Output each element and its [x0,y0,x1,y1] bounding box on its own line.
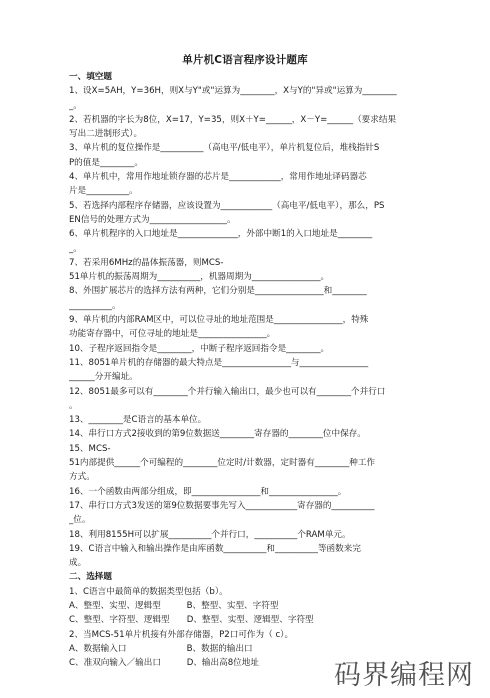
question-line: 3、单片机的复位操作是__________（高电平/低电平），单片机复位后，堆栈指针S [69,143,380,154]
question-line: 。 [69,400,78,411]
question-line: 15、MCS- [69,443,111,454]
question-line: 5、若选择内部程序存储器，应该设置为____________（高电平/低电平），那么，PS [69,200,385,211]
question-line: 51内部提供______个可编程的________位定时/计数器，定时器有________种工作 [69,458,376,469]
question-line: 1、C语言中最简单的数据类型包括（b）。 [69,586,228,597]
question-line: 13、________是C语言的基本单位。 [69,415,207,426]
question-line: 方式。 [69,472,95,483]
question-line: 17、串行口方式3发送的第9位数据要事先写入____________寄存器的__________ [69,500,375,511]
question-line: 6、单片机程序的入口地址是______________，外部中断1的入口地址是________ [69,229,373,240]
question-line: 51单片机的振荡周期为__________，机器周期为________________。 [69,272,330,283]
question-line: EN信号的处理方式为__________________。 [69,214,236,225]
question-line: ______分开编址。 [69,372,138,383]
question-line: 10、子程序返回指令是________，中断子程序返回指令是________。 [69,343,330,354]
question-line: 8、外围扩展芯片的选择方法有两种，它们分别是________________和________ [69,286,367,297]
question-line: C、整型、字符型、逻辑型 D、整型、实型、逻辑型、字符型 [69,615,314,626]
document-title: 单片机C语言程序设计题库 [182,54,308,66]
question-line: A、整型、实型、逻辑型 B、整型、实型、字符型 [69,600,279,611]
question-line: 12、8051最多可以有________个并行输入输出口，最少也可以有________个并行口 [69,386,386,397]
section-heading: 一、填空题 [69,72,112,82]
question-line: 功能寄存器中，可位寻址的地址是________________。 [69,329,276,340]
site-watermark: 码界编程网 [334,660,474,691]
question-line: 14、串行口方式2接收到的第9位数据送________寄存器的________位中保存。 [69,429,366,440]
question-line: 4、单片机中，常用作地址锁存器的芯片是____________，常用作地址译码器芯 [69,172,367,183]
question-line: 2、若机器的字长为8位，X=17，Y=35，则X＋Y=______，X－Y=______（要求结果 [69,114,397,125]
document-body [69,70,421,670]
question-line: 片是__________。 [69,186,138,197]
question-line: _。 [69,100,82,111]
question-line: 18、利用8155H可以扩展__________个并行口，__________个RAM单元。 [69,529,351,540]
question-line: C、准双向输入／输出口 D、输出高8位地址 [69,658,259,669]
question-line: 1、设X=5AH，Y=36H，则X与Y"或"运算为________，X与Y的"异或"运算为________ [69,86,397,97]
question-line: 11、8051单片机的存储器的最大特点是________________与________________ [69,357,369,368]
question-line: __________。 [69,300,121,311]
section-heading: 二、选择题 [69,572,112,583]
question-line: 7、若采用6MHz的晶体振荡器，则MCS- [69,257,224,268]
question-line: 16、一个函数由两部分组成，即________________和________________。 [69,486,347,497]
question-line: _位。 [69,515,91,526]
question-line: 19、C语言中输入和输出操作是由库函数__________和__________等函数来完 [69,543,361,554]
question-line: 2、当MCS-51单片机接有外部存储器，P2口可作为（ c）。 [69,629,294,640]
question-line: 写出二进制形式）。 [69,129,143,140]
question-line: P的值是________。 [69,157,143,168]
question-line: _。 [69,243,82,254]
question-line: 9、单片机的内部RAM区中，可以位寻址的地址范围是________________，特殊 [69,315,369,326]
question-line: A、数据输入口 B、数据的输出口 [69,643,253,654]
question-line: 成。 [69,558,87,569]
